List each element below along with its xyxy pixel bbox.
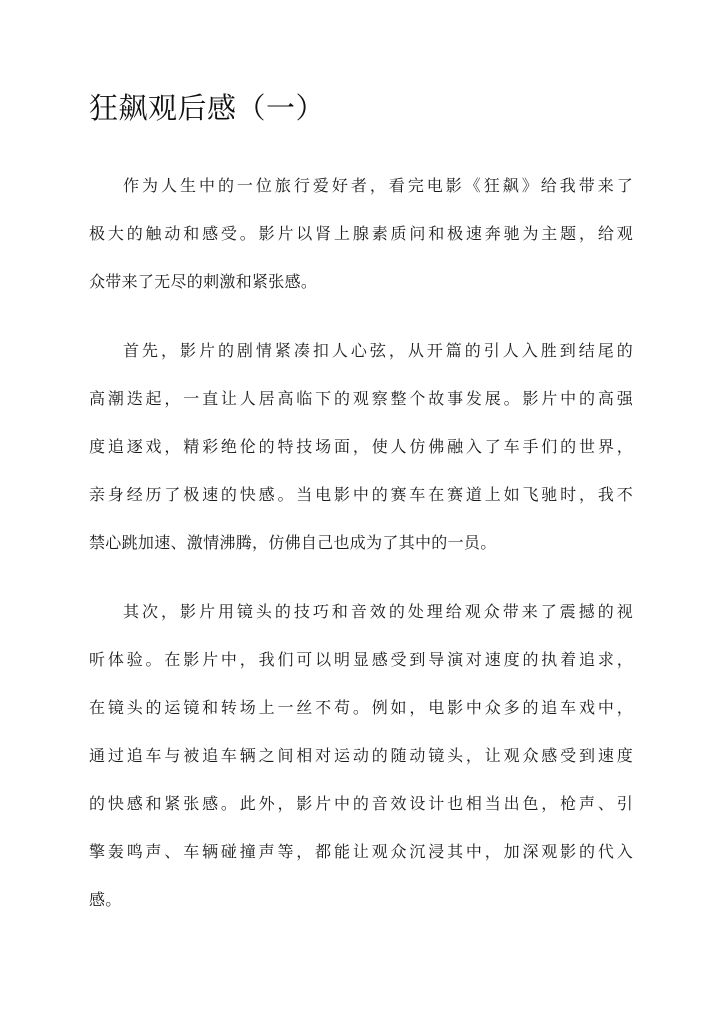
- text-line: 擎轰鸣声、车辆碰撞声等，都能让观众沉浸其中，加深观影的代入: [89, 842, 633, 861]
- text-line: 首先，影片的剧情紧凑扣人心弦，从开篇的引人入胜到结尾的: [123, 341, 633, 360]
- text-line: 亲身经历了极速的快感。当电影中的赛车在赛道上如飞驰时，我不: [89, 485, 633, 504]
- paragraph-3: [89, 588, 633, 924]
- paragraph-2: [89, 327, 633, 567]
- document-body: [89, 162, 633, 945]
- document-title: 狂飙观后感（一）: [89, 91, 326, 125]
- text-line: 在镜头的运镜和转场上一丝不苟。例如，电影中众多的追车戏中，: [89, 698, 633, 717]
- text-line: 度追逐戏，精彩绝伦的特技场面，使人仿佛融入了车手们的世界，: [89, 437, 633, 456]
- text-line: 作为人生中的一位旅行爱好者，看完电影《狂飙》给我带来了: [123, 176, 633, 195]
- text-line: 禁心跳加速、激情沸腾，仿佛自己也成为了其中的一员。: [89, 533, 497, 552]
- text-line: 高潮迭起，一直让人居高临下的观察整个故事发展。影片中的高强: [89, 389, 633, 408]
- text-line: 感。: [89, 890, 122, 909]
- text-line: 极大的触动和感受。影片以肾上腺素质问和极速奔驰为主题，给观: [89, 224, 633, 243]
- text-line: 的快感和紧张感。此外，影片中的音效设计也相当出色，枪声、引: [89, 794, 633, 813]
- text-line: 通过追车与被追车辆之间相对运动的随动镜头，让观众感受到速度: [89, 746, 633, 765]
- paragraph-1: [89, 162, 633, 306]
- text-line: 听体验。在影片中，我们可以明显感受到导演对速度的执着追求，: [89, 650, 633, 669]
- text-line: 其次，影片用镜头的技巧和音效的处理给观众带来了震撼的视: [123, 602, 633, 621]
- text-line: 众带来了无尽的刺激和紧张感。: [89, 272, 318, 291]
